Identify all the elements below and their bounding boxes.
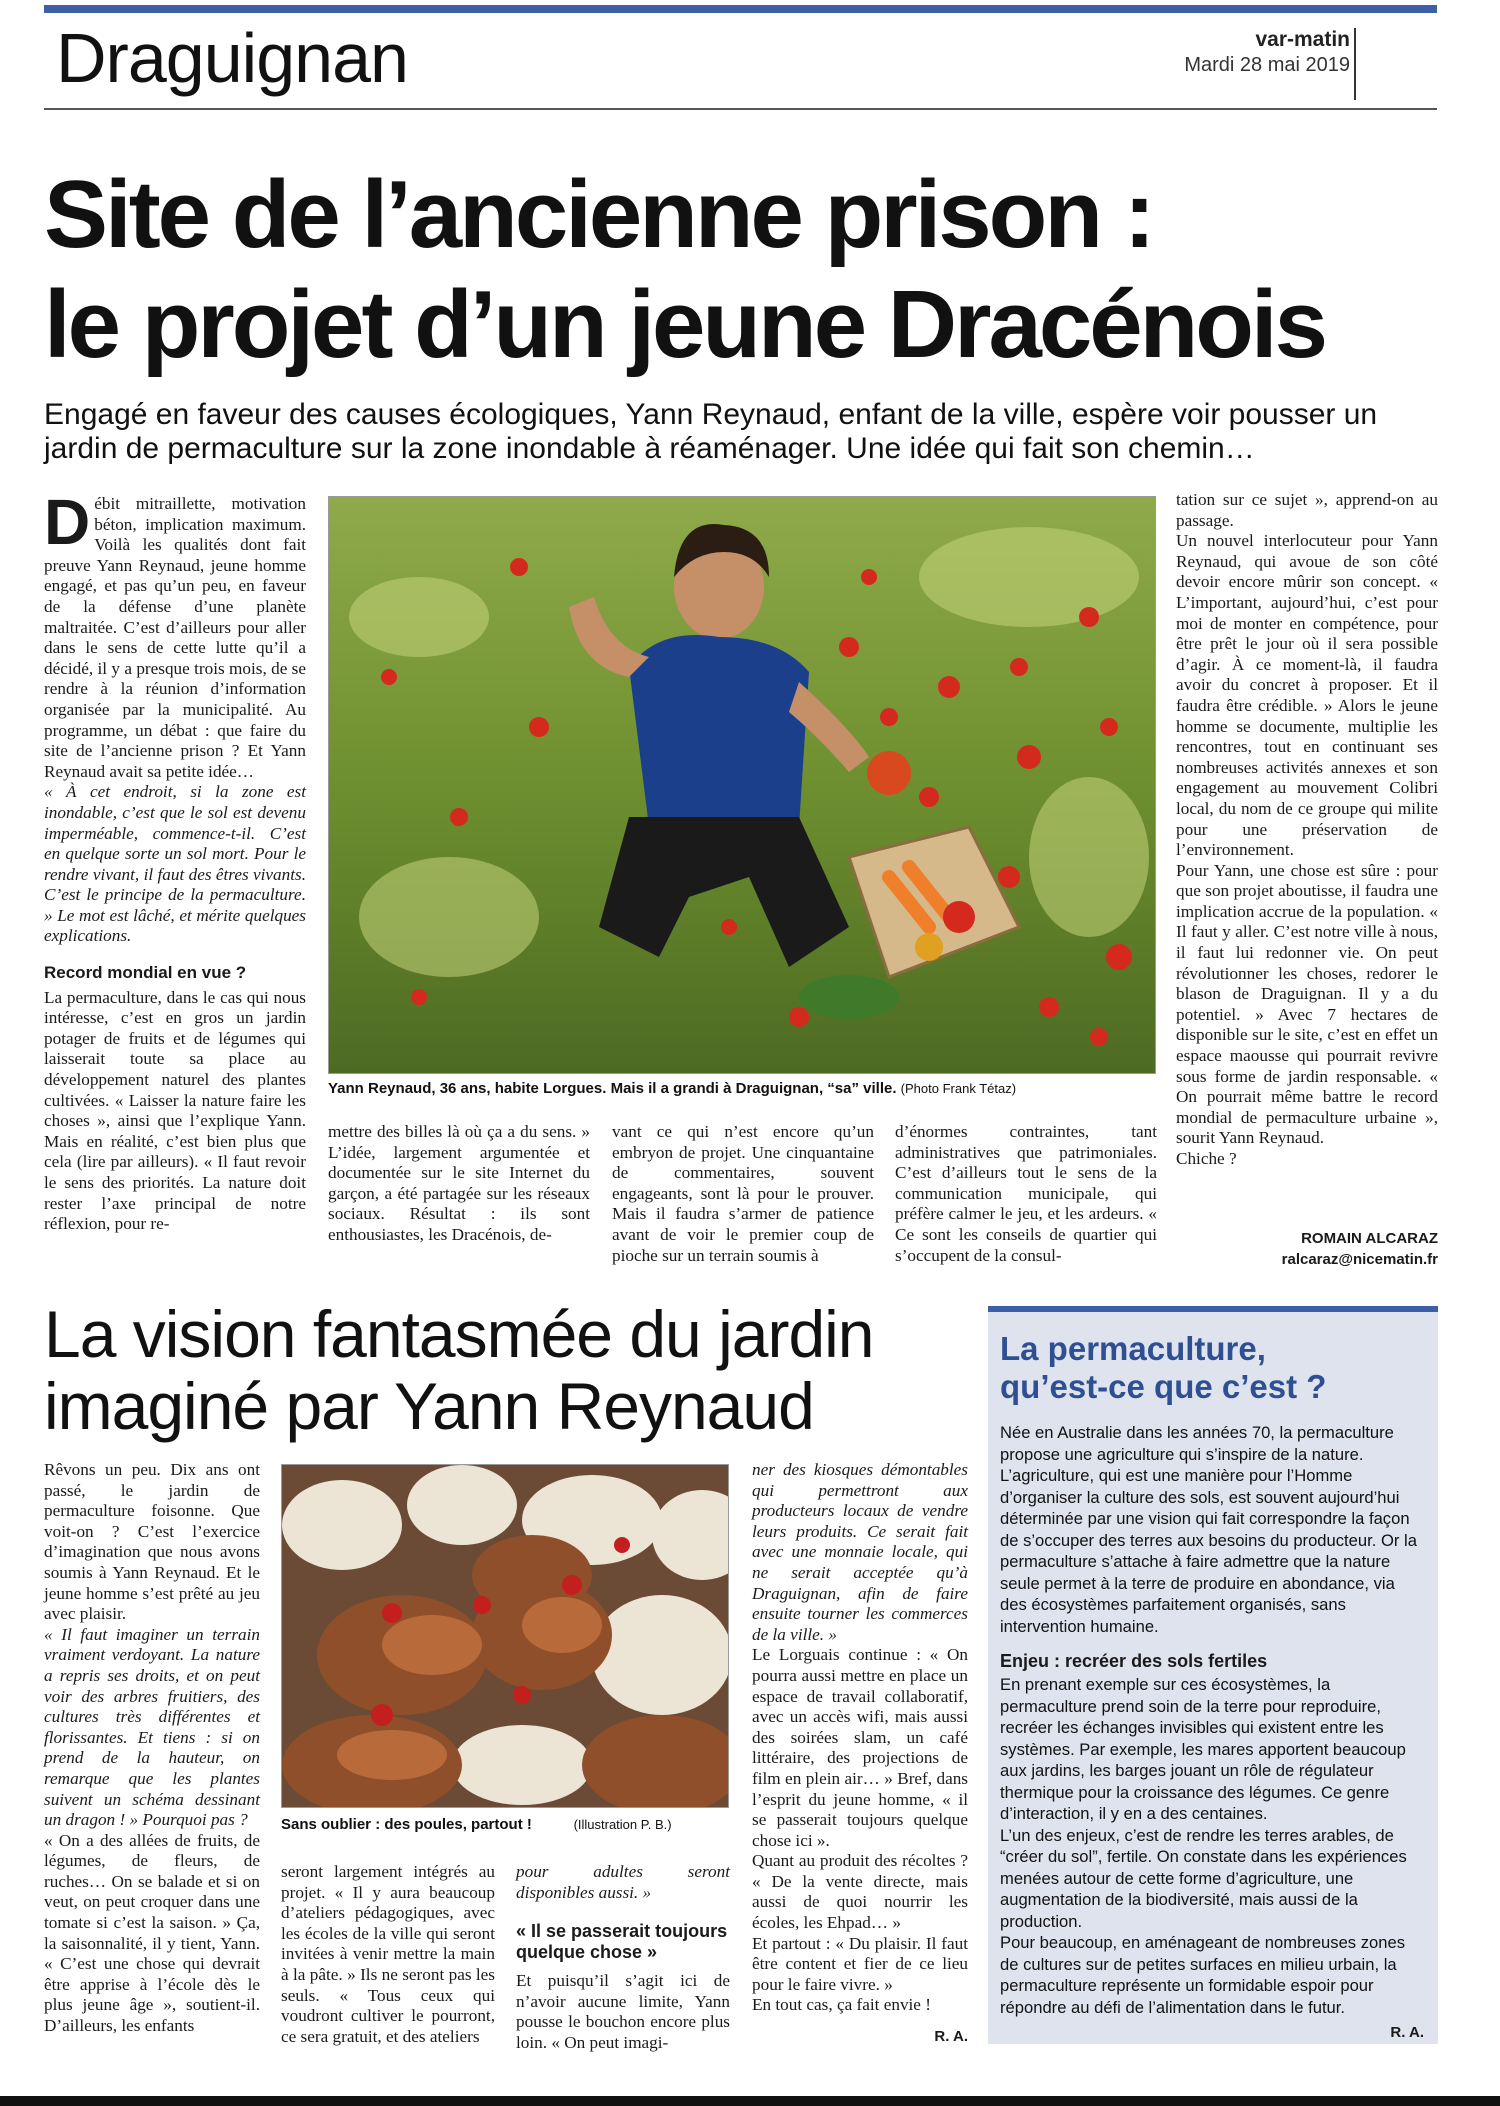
masthead-divider (1354, 28, 1356, 100)
sidebar-title (1000, 1330, 1424, 1406)
author-email[interactable]: ralcaraz@nicematin.fr (1281, 1251, 1438, 1268)
chickens-illustration (281, 1464, 729, 1808)
author-name: ROMAIN ALCARAZ (1301, 1230, 1438, 1247)
caption-text: Yann Reynaud, 36 ans, habite Lorgues. Mais il a grandi à Draguignan, “sa” ville. (328, 1080, 897, 1097)
article-column-2 (328, 1122, 590, 1246)
header-rule (44, 108, 1437, 110)
article-photo (328, 496, 1156, 1074)
headline-line-2: imaginé par Yann Reynaud (44, 1369, 814, 1443)
paragraph: vant ce qui n’est encore qu’un embryon de projet. Une cinquantaine de commentaires, souvent engageants, sont là pour le prouver. Mais il faudra s’armer de patience avant de voir le premier coup de pioche sur un terrain soumis à (612, 1122, 874, 1265)
article-2-column-4 (752, 1460, 968, 2016)
article-column-1 (44, 486, 306, 1235)
photo-credit: (Photo Frank Tétaz) (900, 1081, 1017, 1096)
paragraph: Chiche ? (1176, 1149, 1237, 1168)
paragraph: d’énormes contraintes, tant administratives que patrimoniales. C’est d’ailleurs tout le sens de la communication municipale, qui préfère calmer le jeu, et les ardeurs. « Ce sont les conseils de quartier qui s’occupent de la consul- (895, 1122, 1157, 1265)
headline-line-1: La vision fantasmée du jardin (44, 1297, 874, 1371)
man-with-vegetables-photo (329, 497, 1156, 1074)
top-accent-bar (44, 5, 1437, 13)
photo-credit: (Illustration P. B.) (573, 1817, 672, 1832)
paragraph: ébit mitraillette, motivation béton, implication maximum. Voilà les qualités dont fait preuve Yann Reynaud, jeune homme engagé, et pas qu’un peu, en faveur de la défense d’une planète maltraitée. C’est d’ailleurs pour aller dans le sens de cette lutte qu’il a décidé, il y a presque trois mois, de se rendre à la réunion d’information organisée par la municipalité. Au programme, un débat : que faire du site de l’ancienne prison ? Et Yann Reynaud avait sa petite idée… (44, 494, 306, 781)
sidebar-title-line-1: La permaculture, (1000, 1330, 1266, 1367)
article-column-3 (612, 1122, 874, 1266)
paragraph: En tout cas, ça fait envie ! (752, 1995, 931, 2015)
paragraph: « On a des allées de fruits, de légumes, de fleurs, de ruches… On se balade et si on veut, on peut croquer dans une tomate si c’est la saison. » Ça, la saisonnalité, il y tient, Yann. « C’est une chose qui devrait être apprise à l’école dès le plus jeune âge », soutient-il. D’ailleurs, les enfants (44, 1830, 260, 2036)
sidebar-signature: R. A. (1390, 2024, 1424, 2041)
subheading: « Il se passerait toujours quelque chose » (516, 1921, 728, 1963)
caption-text: Sans oublier : des poules, partout ! (281, 1816, 532, 1833)
masthead (1184, 28, 1350, 77)
article-2-column-2 (281, 1862, 495, 2047)
sidebar-box (988, 1306, 1438, 2044)
section-title: Draguignan (56, 19, 408, 97)
paragraph: La permaculture, dans le cas qui nous intéresse, c’est en gros un jardin potager de fruits et de légumes qui laisserait toute sa place au développement naturel des plantes cultivées. « Laisser la nature faire les choses », ainsi que l’explique Yann. Mais en réalité, c’est bien plus que cela (lire par ailleurs). « Il faut revoir le sens des priorités. La nature doit rester l’axe principal de notre réflexion, pour re- (44, 987, 306, 1234)
byline (1176, 1228, 1438, 1270)
publication-date: Mardi 28 mai 2019 (1184, 54, 1350, 76)
sidebar-paragraph: Née en Australie dans les années 70, la permaculture propose une agriculture qui s’inspire de la nature. L’agriculture, qui est une manière pour l’Homme d’organiser la culture des sols, est souvent aujourd’hui déterminée par une vision qui fait correspondre la façon de s’occuper des terres aux besoins du producteur. Or la permaculture s’attache à faire admettre que la nature seule permet à la terre de produire en abondance, via des écosystèmes parfaitement organisés, sans intervention humaine. (1000, 1423, 1417, 1636)
paragraph: Quant au produit des récoltes ? « De la vente directe, mais aussi de quoi nourrir les écoles, les Ehpad… » (752, 1851, 968, 1933)
sidebar-paragraph: Pour beaucoup, en aménageant de nombreuses zones de cultures sur de petites surfaces en milieu urbain, la permaculture représente un formidable espoir pour répondre au défi de l’alimentation dans le futur. (1000, 1933, 1405, 2017)
paragraph: pour adultes seront disponibles aussi. » (516, 1862, 730, 1902)
photo-caption (281, 1816, 731, 1833)
newspaper-brand: var-matin (1255, 28, 1350, 51)
article-2-signature: R. A. (934, 2028, 968, 2045)
article-2-column-3 (516, 1862, 730, 2054)
paragraph: Le Lorguais continue : « On pourra aussi mettre en place un espace de travail collaboratif, avec un accès wifi, mais aussi des soirées slam, un café littéraire, des projections de film en plein air… » Bref, dans l’esprit du jeune homme, « il se passerait toujours quelque chose ici ». (752, 1645, 968, 1850)
paragraph: Pour Yann, une chose est sûre : pour que son projet aboutisse, il faudra une implication accrue de la population. « Il faut y aller. C’est notre ville à nous, il faut lui redonner vie. On peut révolutionner les choses, redorer le blason de Draguignan. Il y a du potentiel. » Avec 7 hectares de disponible sur le site, c’est en effet un espace maousse qui pourrait revivre sous forme de jardin responsable. « On pourrait même battre le record mondial de permaculture urbaine », sourit Yann Reynaud. (1176, 860, 1438, 1148)
sidebar-title-line-2: qu’est-ce que c’est ? (1000, 1368, 1327, 1405)
paragraph: seront largement intégrés au projet. « Il y aura beaucoup d’ateliers pédagogiques, avec les écoles de la ville qui seront invitées à venir mettre la main à la pâte. » Ils ne seront pas les seuls. « Tous ceux qui voudront cultiver le pourront, ce sera gratuit, et des ateliers (281, 1862, 495, 2046)
paragraph: Un nouvel interlocuteur pour Yann Reynaud, qui avoue de son côté devoir encore mûrir son concept. « L’important, aujourd’hui, c’est pour moi de monter en compétence, pour être prêt le jour où il sera possible d’agir. À ce moment-là, il faudra avoir du concret à proposer. Et il faudra être crédible. » Alors le jeune homme se documente, multiplie les rencontres, tout en continuant ses nombreuses activités annexes et son engagement au mouvement Colibri local, du nom de ce groupe qui milite pour une préservation de l’environnement. (1176, 531, 1438, 860)
bottom-border (0, 2096, 1500, 2106)
photo-caption (328, 1080, 1158, 1097)
article-2-headline (44, 1298, 974, 1442)
paragraph: Rêvons un peu. Dix ans ont passé, le jardin de permaculture foisonne. Que voit-on ? C’est l’exercice d’imagination que nous avons soumis à Yann Reynaud. Et le jeune homme s’est prêté au jeu avec plaisir. (44, 1460, 260, 1624)
sidebar-paragraph: En prenant exemple sur ces écosystèmes, la permaculture prend soin de la terre pour reproduire, recréer les échanges invisibles qui existent entre les systèmes. Par exemple, les mares apportent beaucoup aux jardins, les barges jouant un rôle de régulateur thermique pour la croissance des légumes. Ce genre d’interaction, il y en a des centaines. (1000, 1675, 1406, 1823)
sidebar-subheading: Enjeu : recréer des sols fertiles (1000, 1651, 1268, 1671)
headline-line-1: Site de l’ancienne prison : (44, 161, 1153, 268)
headline-line-2: le projet d’un jeune Dracénois (44, 271, 1325, 378)
chickens-photo (282, 1465, 729, 1808)
subheading: Record mondial en vue ? (44, 963, 247, 983)
paragraph: mettre des billes là où ça a du sens. » L’idée, largement argumentée et documentée sur le site Internet du garçon, a été partagée sur les réseaux sociaux. Résultat : ils sont enthousiastes, les Dracénois, de- (328, 1122, 590, 1244)
paragraph: « À cet endroit, si la zone est inondable, c’est que le sol est devenu imperméable, commence-t-il. C’est en quelque sorte un sol mort. Pour le rendre vivant, il faut des êtres vivants. C’est le principe de la permaculture. » Le mot est lâché, et mérite quelques explications. (44, 782, 306, 946)
paragraph: Et puisqu’il s’agit ici de n’avoir aucune limite, Yann pousse le bouchon encore plus loin. « On peut imagi- (516, 1971, 730, 2052)
article-headline (44, 160, 1444, 380)
article-2-column-1 (44, 1460, 260, 2037)
article-column-4 (895, 1122, 1157, 1266)
article-lead: Engagé en faveur des causes écologiques, Yann Reynaud, enfant de la ville, espère voir pousser un jardin de permaculture sur la zone inondable à réaménager. Une idée qui fait son chemin… (44, 398, 1378, 465)
paragraph: ner des kiosques démontables qui permettront aux producteurs locaux de vendre leurs produits. Ce serait fait avec une monnaie locale, qui ne serait acceptée qu’à Draguignan, afin de faire ensuite tourner les commerces de la ville. » (752, 1460, 968, 1644)
sidebar-paragraph: L’un des enjeux, c’est de rendre les terres arables, de “créer du sol”, fertile. On constate dans les expériences menées autour de cette forme d’agriculture, une augmentation de la biodiversité, mais aussi de la production. (1000, 1825, 1407, 1931)
article-column-5 (1176, 490, 1438, 1170)
paragraph: « Il faut imaginer un terrain vraiment verdoyant. La nature a repris ses droits, et on peut voir des arbres fruitiers, des cultures très différentes et florissantes. Et tiens : si on prend de la hauteur, on remarque que les plantes suivent un schéma dessinant un dragon ! » Pourquoi pas ? (44, 1624, 260, 1830)
drop-cap: D (44, 486, 91, 558)
paragraph: Et partout : « Du plaisir. Il faut être content et fier de ce lieu pour le faire vivre. » (752, 1933, 968, 1994)
paragraph: tation sur ce sujet », apprend-on au passage. (1176, 490, 1438, 530)
